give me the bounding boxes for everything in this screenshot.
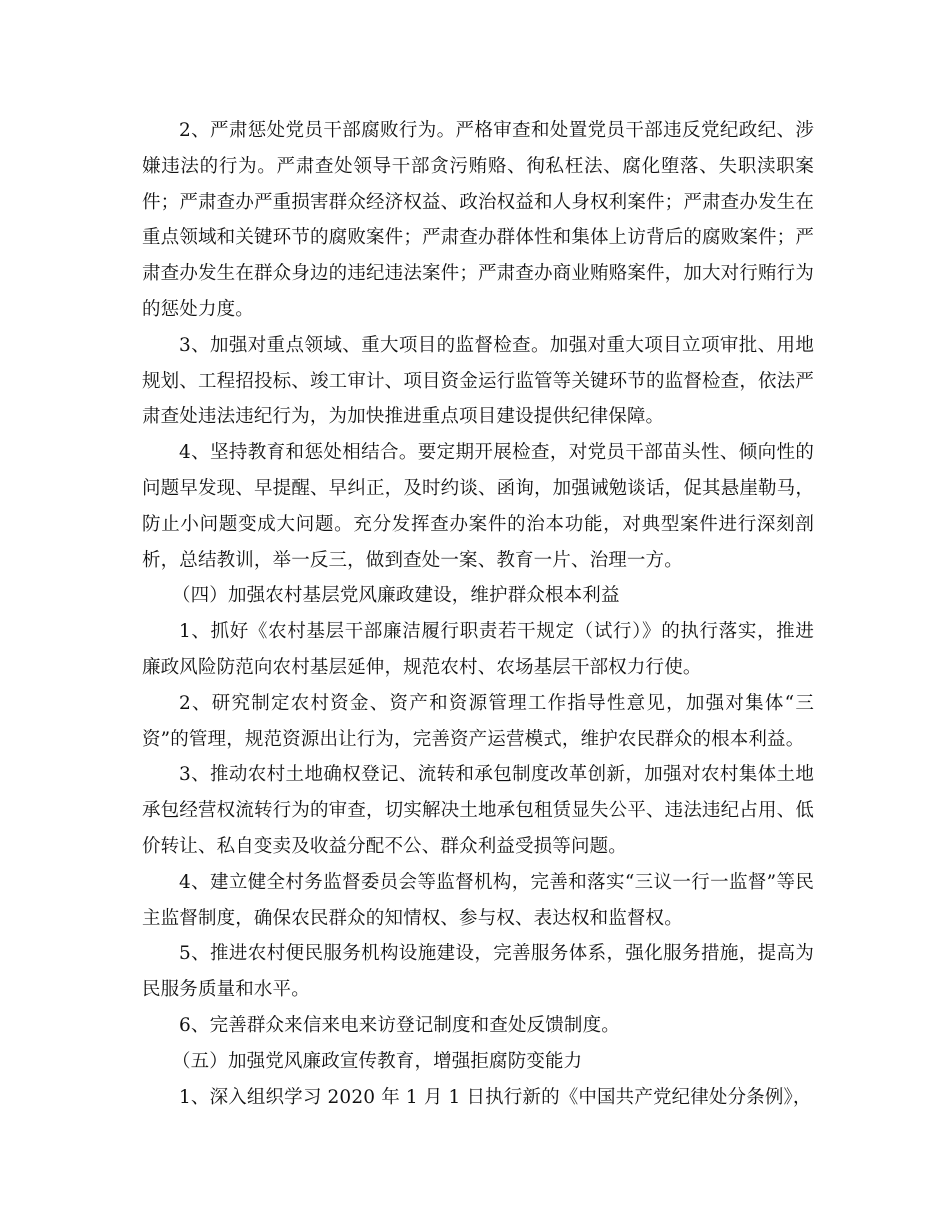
paragraph-key-projects-supervision: 3、加强对重点领域、重大项目的监督检查。加强对重大项目立项审批、用地规划、工程招投标、竣工审计、项目资金运行监管等关键环节的监督检查，依法严肃查处违法违纪行为，为加快推进重点项目建设提供纪律保障。 <box>142 334 814 428</box>
paragraph-rural-cadre-rules: 1、抓好《农村基层干部廉洁履行职责若干规定（试行）》的执行落实，推进廉政风险防范向农村基层延伸，规范农村、农场基层干部权力行使。 <box>142 621 814 678</box>
paragraph-education-and-punishment: 4、坚持教育和惩处相结合。要定期开展检查，对党员干部苗头性、倾向性的问题早发现、早提醒、早纠正，及时约谈、函询，加强诫勉谈话，促其悬崖勒马，防止小问题变成大问题。充分发挥查办案件的治本功能，对典型案件进行深刻剖析，总结教训，举一反三，做到查处一案、教育一片、治理一方。 <box>142 442 814 571</box>
paragraph-land-reform: 3、推动农村土地确权登记、流转和承包制度改革创新，加强对农村集体土地承包经营权流转行为的审查，切实解决土地承包租赁显失公平、违法违纪占用、低价转让、私自变卖及收益分配不公、群众利益受损等问题。 <box>142 764 814 857</box>
paragraph-petition-registration: 6、完善群众来信来电来访登记制度和查处反馈制度。 <box>179 1014 620 1036</box>
section-heading-integrity-education: （五）加强党风廉政宣传教育，增强拒腐防变能力 <box>172 1050 583 1072</box>
document-body <box>142 113 814 1115</box>
paragraph-study-regulations: 1、深入组织学习 2020 年 1 月 1 日执行新的《中国共产党纪律处分条例》， <box>179 1086 812 1108</box>
section-heading-rural-integrity: （四）加强农村基层党风廉政建设，维护群众根本利益 <box>172 585 620 607</box>
paragraph-village-supervision: 4、建立健全村务监督委员会等监督机构，完善和落实“三议一行一监督”等民主监督制度，确保农民群众的知情权、参与权、表达权和监督权。 <box>142 871 814 929</box>
paragraph-three-assets-management: 2、研究制定农村资金、资产和资源管理工作指导性意见，加强对集体“三资”的管理，规范资源出让行为，完善资产运营模式，维护农民群众的根本利益。 <box>142 692 814 750</box>
paragraph-convenience-services: 5、推进农村便民服务机构设施建设，完善服务体系，强化服务措施，提高为民服务质量和水平。 <box>142 943 814 1001</box>
paragraph-punish-corruption: 2、严肃惩处党员干部腐败行为。严格审查和处置党员干部违反党纪政纪、涉嫌违法的行为。严肃查处领导干部贪污贿赂、徇私枉法、腐化堕落、失职渎职案件；严肃查办严重损害群众经济权益、政治权益和人身权利案件；严肃查办发生在重点领域和关键环节的腐败案件；严肃查办群体性和集体上访背后的腐败案件；严肃查办发生在群众身边的违纪违法案件；严肃查办商业贿赂案件，加大对行贿行为的惩处力度。 <box>142 120 814 320</box>
